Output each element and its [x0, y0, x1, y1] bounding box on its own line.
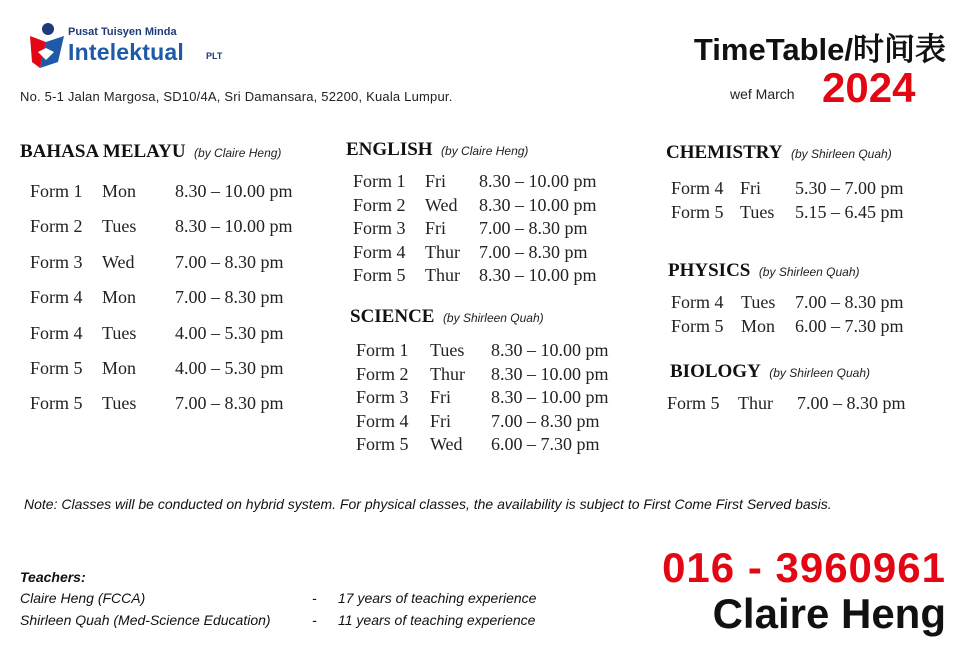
time-label: 5.15 – 6.45 pm — [795, 202, 904, 222]
day-label: Thur — [425, 265, 460, 285]
schedule-list — [20, 181, 330, 429]
time-label: 8.30 – 10.00 pm — [479, 194, 597, 215]
time-label: 6.00 – 7.30 pm — [491, 434, 600, 454]
time-label: 7.00 – 8.30 pm — [175, 393, 284, 414]
form-label: Form 5 — [353, 265, 406, 285]
subject-teacher: (by Claire Heng) — [441, 144, 529, 158]
form-label: Form 3 — [353, 218, 406, 238]
form-label: Form 3 — [356, 387, 409, 407]
subject-heading — [668, 260, 958, 282]
schedule-row — [668, 316, 958, 340]
form-label: Form 5 — [30, 357, 83, 378]
schedule-row — [20, 358, 330, 393]
logo-wordmark: Intelektual — [68, 39, 184, 65]
logo-plt: PLT — [206, 51, 223, 61]
subject-name: BAHASA MELAYU — [20, 141, 186, 162]
time-label: 8.30 – 10.00 pm — [491, 363, 609, 384]
time-label: 7.00 – 8.30 pm — [479, 241, 588, 262]
day-label: Thur — [425, 241, 460, 262]
subject-heading — [666, 142, 956, 164]
subject-heading — [20, 141, 330, 163]
schedule-row — [666, 202, 956, 226]
schedule-row — [350, 411, 650, 435]
subject-name: PHYSICS — [668, 260, 751, 281]
day-label: Thur — [738, 393, 773, 413]
schedule-list — [346, 171, 646, 289]
subject-teacher: (by Claire Heng) — [194, 146, 282, 160]
time-label: 4.00 – 5.30 pm — [175, 357, 284, 378]
schedule-row — [20, 181, 330, 216]
day-label: Fri — [740, 178, 762, 198]
time-label: 4.00 – 5.30 pm — [175, 322, 284, 343]
subject-physics — [668, 260, 958, 340]
teachers-heading: Teachers: — [20, 569, 86, 585]
schedule-list — [350, 340, 650, 458]
time-label: 7.00 – 8.30 pm — [795, 292, 904, 312]
logo — [26, 22, 246, 74]
form-label: Form 2 — [353, 194, 406, 215]
subject-science — [350, 306, 650, 458]
day-label: Tues — [102, 393, 137, 414]
schedule-row — [346, 218, 646, 242]
subject-name: CHEMISTRY — [666, 142, 783, 163]
schedule-row — [667, 393, 960, 417]
day-label: Mon — [102, 287, 137, 308]
hybrid-note: Note: Classes will be conducted on hybrid system. For physical classes, the availability is subject to First Come First Served basis. — [24, 496, 832, 512]
subject-name: ENGLISH — [346, 139, 433, 160]
form-label: Form 4 — [30, 287, 83, 308]
teacher-experience: 17 years of teaching experience — [338, 590, 537, 606]
day-label: Fri — [430, 410, 452, 431]
subject-teacher: (by Shirleen Quah) — [758, 265, 860, 279]
teacher-name: Claire Heng (FCCA) — [20, 590, 146, 606]
schedule-list — [667, 393, 960, 417]
day-label: Tues — [102, 322, 137, 343]
form-label: Form 5 — [671, 316, 724, 336]
form-label: Form 4 — [671, 178, 724, 198]
time-label: 8.30 – 10.00 pm — [479, 265, 597, 285]
form-label: Form 5 — [667, 393, 720, 413]
year: 2024 — [822, 64, 916, 111]
form-label: Form 1 — [353, 171, 406, 191]
subject-name: BIOLOGY — [670, 361, 761, 382]
subject-heading — [346, 139, 646, 161]
day-label: Mon — [102, 357, 137, 378]
contact-name: Claire Heng — [712, 590, 946, 637]
schedule-row — [20, 393, 330, 428]
time-label: 7.00 – 8.30 pm — [797, 393, 906, 413]
day-label: Tues — [102, 216, 137, 237]
time-label: 5.30 – 7.00 pm — [795, 178, 904, 198]
form-label: Form 4 — [356, 410, 409, 431]
day-label: Mon — [741, 316, 776, 336]
schedule-row — [346, 171, 646, 195]
schedule-row — [346, 195, 646, 219]
form-label: Form 2 — [356, 363, 409, 384]
time-label: 7.00 – 8.30 pm — [479, 218, 588, 238]
form-label: Form 5 — [671, 202, 724, 222]
time-label: 8.30 – 10.00 pm — [491, 387, 609, 407]
form-label: Form 4 — [671, 292, 724, 312]
schedule-row — [346, 265, 646, 289]
teacher-row — [20, 612, 580, 632]
schedule-row — [20, 323, 330, 358]
subject-bahasa-melayu — [20, 141, 330, 429]
time-label: 7.00 – 8.30 pm — [175, 251, 284, 272]
subject-name: SCIENCE — [350, 306, 435, 327]
form-label: Form 3 — [30, 251, 83, 272]
schedule-row — [666, 178, 956, 202]
schedule-row — [20, 216, 330, 251]
schedule-row — [350, 340, 650, 364]
time-label: 7.00 – 8.30 pm — [175, 287, 284, 308]
schedule-row — [668, 292, 958, 316]
day-label: Fri — [430, 387, 452, 407]
schedule-row — [20, 287, 330, 322]
day-label: Wed — [102, 251, 135, 272]
time-label: 8.30 – 10.00 pm — [175, 181, 293, 201]
form-label: Form 5 — [356, 434, 409, 454]
time-label: 8.30 – 10.00 pm — [175, 216, 293, 237]
teacher-dash: - — [312, 612, 317, 628]
day-label: Thur — [430, 363, 465, 384]
day-label: Fri — [425, 171, 447, 191]
subject-biology — [667, 361, 960, 417]
form-label: Form 4 — [353, 241, 406, 262]
day-label: Wed — [425, 194, 458, 215]
schedule-row — [350, 434, 650, 458]
form-label: Form 5 — [30, 393, 83, 414]
form-label: Form 4 — [30, 322, 83, 343]
schedule-row — [346, 242, 646, 266]
schedule-row — [350, 387, 650, 411]
day-label: Fri — [425, 218, 447, 238]
subject-chemistry — [666, 142, 956, 226]
teacher-dash: - — [312, 590, 317, 606]
day-label: Wed — [430, 434, 463, 454]
subject-heading — [350, 306, 650, 328]
logo-person-icon — [26, 22, 66, 72]
schedule-list — [668, 292, 958, 340]
teacher-row — [20, 590, 580, 610]
subject-teacher: (by Shirleen Quah) — [790, 147, 892, 161]
subject-teacher: (by Shirleen Quah) — [769, 366, 870, 380]
subject-teacher: (by Shirleen Quah) — [442, 311, 544, 325]
subject-english — [346, 139, 646, 289]
teacher-experience: 11 years of teaching experience — [338, 612, 536, 628]
form-label: Form 2 — [30, 216, 83, 237]
effective-from: wef March — [730, 86, 795, 102]
logo-tagline: Pusat Tuisyen Minda — [68, 26, 177, 38]
time-label: 8.30 – 10.00 pm — [491, 340, 609, 360]
day-label: Tues — [430, 340, 465, 360]
page-title: TimeTable/时间表 — [693, 32, 946, 67]
address: No. 5-1 Jalan Margosa, SD10/4A, Sri Damansara, 52200, Kuala Lumpur. — [20, 89, 453, 104]
form-label: Form 1 — [30, 181, 83, 201]
teacher-name: Shirleen Quah (Med-Science Education) — [20, 612, 271, 628]
schedule-list — [666, 178, 956, 226]
day-label: Mon — [102, 181, 137, 201]
schedule-row — [350, 364, 650, 388]
form-label: Form 1 — [356, 340, 409, 360]
day-label: Tues — [741, 292, 776, 312]
time-label: 6.00 – 7.30 pm — [795, 316, 904, 336]
time-label: 8.30 – 10.00 pm — [479, 171, 597, 191]
schedule-row — [20, 252, 330, 287]
subject-heading — [670, 361, 960, 383]
day-label: Tues — [740, 202, 775, 222]
contact-phone: 016 - 3960961 — [662, 544, 946, 591]
time-label: 7.00 – 8.30 pm — [491, 410, 600, 431]
